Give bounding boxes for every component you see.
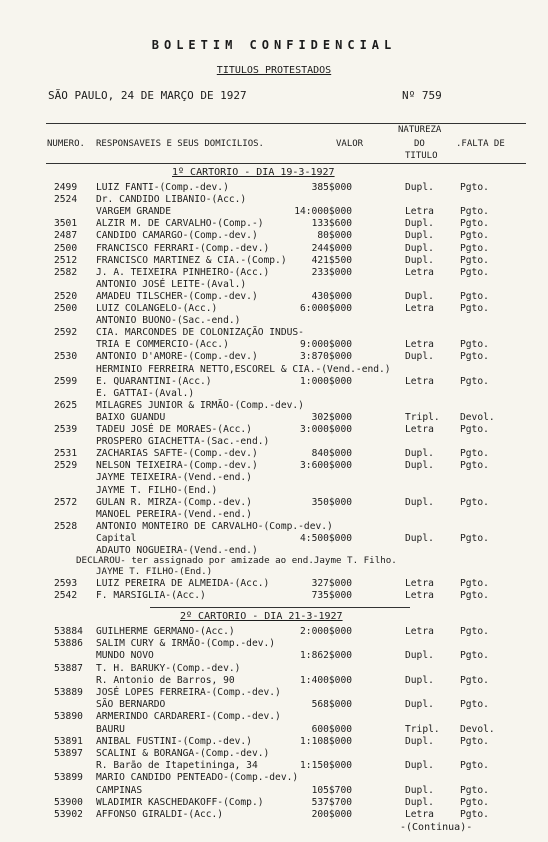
row-responsavel: AMADEU TILSCHER-(Comp.-dev.) bbox=[96, 290, 258, 302]
row-falta: Pgto. bbox=[460, 206, 489, 218]
table-row bbox=[0, 218, 548, 229]
row-number: 2530 bbox=[54, 351, 78, 363]
table-row bbox=[0, 424, 548, 435]
row-valor: 133$600 bbox=[311, 218, 352, 230]
row-number: 2593 bbox=[54, 578, 78, 589]
table-row bbox=[0, 400, 548, 411]
row-falta: Pgto. bbox=[460, 182, 489, 193]
table-row bbox=[0, 243, 548, 254]
table-row bbox=[0, 509, 548, 520]
table-row bbox=[0, 748, 548, 759]
table-row bbox=[0, 436, 548, 447]
row-falta: Pgto. bbox=[460, 266, 489, 278]
header-rule-top bbox=[46, 123, 526, 124]
row-number: 53890 bbox=[54, 711, 83, 723]
table-row bbox=[0, 711, 548, 722]
table-row bbox=[0, 460, 548, 471]
bulletin-title: BOLETIM CONFIDENCIAL bbox=[151, 38, 397, 52]
row-number: 53887 bbox=[54, 662, 83, 674]
table-row bbox=[0, 497, 548, 508]
row-valor: 840$000 bbox=[311, 448, 352, 460]
table-row bbox=[0, 809, 548, 820]
row-responsavel: ANTONIO D'AMORE-(Comp.-dev.) bbox=[96, 351, 258, 363]
row-natureza: Letra bbox=[405, 424, 434, 435]
row-valor: 6:000$000 bbox=[300, 303, 352, 314]
row-responsavel: ALZIR M. DE CARVALHO-(Comp.-) bbox=[96, 218, 264, 230]
row-falta: Pgto. bbox=[460, 626, 489, 637]
row-falta: Devol. bbox=[460, 723, 495, 735]
row-responsavel: R. Barão de Itapetininga, 34 bbox=[96, 760, 258, 772]
row-natureza: Letra bbox=[405, 266, 434, 278]
row-number: 2625 bbox=[54, 399, 78, 411]
row-responsavel: E. GATTAI-(Aval.) bbox=[96, 387, 195, 399]
row-responsavel: LUIZ COLANGELO-(Acc.) bbox=[96, 303, 218, 314]
table-row bbox=[0, 736, 548, 747]
row-number: 2531 bbox=[54, 448, 78, 460]
row-valor: 421$500 bbox=[311, 254, 352, 266]
row-responsavel: BAIXO GUANDU bbox=[96, 411, 166, 423]
row-responsavel: GUILHERME GERMANO-(Acc.) bbox=[96, 626, 235, 637]
table-row bbox=[0, 364, 548, 375]
row-number: 53902 bbox=[54, 809, 83, 820]
row-valor: 3:600$000 bbox=[300, 460, 352, 472]
row-falta: Pgto. bbox=[460, 290, 489, 302]
row-responsavel: CIA. MARCONDES DE COLONIZAÇÃO INDUS- bbox=[96, 327, 304, 339]
row-number: 2542 bbox=[54, 590, 78, 601]
table-row bbox=[0, 797, 548, 808]
bulletin-subtitle: TITULOS PROTESTADOS bbox=[216, 65, 332, 76]
row-valor: 9:000$000 bbox=[300, 339, 352, 351]
row-responsavel: MARIO CANDIDO PENTEADO-(Comp.-dev.) bbox=[96, 772, 299, 784]
row-falta: Pgto. bbox=[460, 760, 489, 772]
table-row bbox=[0, 485, 548, 496]
row-valor: 385$000 bbox=[311, 182, 352, 193]
row-natureza: Letra bbox=[405, 339, 434, 351]
row-natureza: Letra bbox=[405, 809, 434, 820]
table-row bbox=[0, 472, 548, 483]
row-natureza: Dupl. bbox=[405, 460, 434, 472]
row-natureza: Tripl. bbox=[405, 411, 440, 423]
row-natureza: Dupl. bbox=[405, 218, 434, 230]
section-divider bbox=[150, 607, 410, 608]
row-falta: Pgto. bbox=[460, 532, 489, 544]
row-valor: 1:000$000 bbox=[300, 375, 352, 387]
row-responsavel: FRANCISCO MARTINEZ & CIA.-(Comp.) bbox=[96, 254, 287, 266]
table-row bbox=[0, 182, 548, 193]
row-falta: Pgto. bbox=[460, 375, 489, 387]
row-falta: Pgto. bbox=[460, 218, 489, 230]
row-falta: Pgto. bbox=[460, 650, 489, 662]
table-row bbox=[0, 650, 548, 661]
row-falta: Pgto. bbox=[460, 242, 489, 254]
row-natureza: Letra bbox=[405, 590, 434, 601]
table-row bbox=[0, 533, 548, 544]
section-title-1: 1º CARTORIO - DIA 19-3-1927 bbox=[172, 167, 335, 178]
row-valor: 105$700 bbox=[311, 784, 352, 796]
row-responsavel: VARGEM GRANDE bbox=[96, 206, 172, 218]
table-row bbox=[0, 194, 548, 205]
row-natureza: Dupl. bbox=[405, 735, 434, 747]
row-valor: 3:870$000 bbox=[300, 351, 352, 363]
row-natureza: Letra bbox=[405, 303, 434, 314]
table-row bbox=[0, 351, 548, 362]
row-responsavel: JOSÉ LOPES FERREIRA-(Comp.-dev.) bbox=[96, 687, 281, 698]
row-falta: Pgto. bbox=[460, 460, 489, 472]
row-natureza: Letra bbox=[405, 626, 434, 637]
table-row bbox=[0, 206, 548, 217]
row-natureza: Letra bbox=[405, 206, 434, 218]
declaration-endorser: JAYME T. FILHO-(End.) bbox=[96, 566, 213, 577]
table-row bbox=[0, 785, 548, 796]
row-number: 53900 bbox=[54, 796, 83, 808]
col-natureza-1: NATUREZA bbox=[398, 125, 442, 135]
row-number: 2572 bbox=[54, 496, 78, 508]
row-responsavel: MILAGRES JUNIOR & IRMÃO-(Comp.-dev.) bbox=[96, 399, 304, 411]
row-responsavel: MANOEL PEREIRA-(Vend.-end.) bbox=[96, 508, 252, 520]
row-natureza: Dupl. bbox=[405, 650, 434, 662]
row-number: 53889 bbox=[54, 687, 83, 698]
row-responsavel: R. Antonio de Barros, 90 bbox=[96, 674, 235, 686]
row-valor: 302$000 bbox=[311, 411, 352, 423]
row-natureza: Dupl. bbox=[405, 254, 434, 266]
row-responsavel: SALIM CURY & IRMÃO-(Comp.-dev.) bbox=[96, 638, 276, 650]
row-falta: Pgto. bbox=[460, 351, 489, 363]
row-number: 2512 bbox=[54, 254, 78, 266]
row-falta: Pgto. bbox=[460, 735, 489, 747]
row-natureza: Dupl. bbox=[405, 699, 434, 711]
row-valor: 327$000 bbox=[311, 578, 352, 589]
row-natureza: Letra bbox=[405, 375, 434, 387]
row-responsavel: CAMPINAS bbox=[96, 784, 143, 796]
row-responsavel: E. QUARANTINI-(Acc.) bbox=[96, 375, 212, 387]
table-row bbox=[0, 578, 548, 589]
row-number: 2499 bbox=[54, 182, 78, 193]
row-responsavel: ANTONIO JOSÉ LEITE-(Aval.) bbox=[96, 278, 247, 290]
row-valor: 200$000 bbox=[311, 809, 352, 820]
row-falta: Pgto. bbox=[460, 339, 489, 351]
row-valor: 244$000 bbox=[311, 242, 352, 254]
row-number: 2539 bbox=[54, 424, 78, 435]
continua-label: -(Continua)- bbox=[400, 822, 473, 833]
row-responsavel: ANTONIO MONTEIRO DE CARVALHO-(Comp.-dev.) bbox=[96, 520, 333, 532]
row-responsavel: BAURU bbox=[96, 723, 125, 735]
col-responsaveis: RESPONSAVEIS E SEUS DOMICILIOS. bbox=[96, 139, 264, 149]
row-natureza: Dupl. bbox=[405, 448, 434, 460]
table-row bbox=[0, 724, 548, 735]
row-responsavel: ANIBAL FUSTINI-(Comp.-dev.) bbox=[96, 735, 252, 747]
row-falta: Pgto. bbox=[460, 699, 489, 711]
row-number: 2599 bbox=[54, 375, 78, 387]
table-row bbox=[0, 663, 548, 674]
col-numero: NUMERO. bbox=[47, 139, 85, 149]
row-responsavel: ZACHARIAS SAFTE-(Comp.-dev.) bbox=[96, 448, 258, 460]
row-responsavel: GULAN R. MIRZA-(Comp.-dev.) bbox=[96, 496, 252, 508]
header-rule-bottom bbox=[46, 163, 526, 164]
row-falta: Pgto. bbox=[460, 809, 489, 820]
row-natureza: Dupl. bbox=[405, 182, 434, 193]
row-natureza: Dupl. bbox=[405, 351, 434, 363]
row-responsavel: F. MARSIGLIA-(Acc.) bbox=[96, 590, 206, 601]
row-valor: 350$000 bbox=[311, 496, 352, 508]
row-responsavel: CANDIDO CAMARGO-(Comp.-dev.) bbox=[96, 230, 258, 242]
row-valor: 600$000 bbox=[311, 723, 352, 735]
bulletin-number: Nº 759 bbox=[402, 89, 442, 102]
row-number: 53897 bbox=[54, 748, 83, 759]
row-valor: 1:150$000 bbox=[300, 760, 352, 772]
row-falta: Pgto. bbox=[460, 424, 489, 435]
table-row bbox=[0, 675, 548, 686]
row-falta: Pgto. bbox=[460, 796, 489, 808]
row-natureza: Dupl. bbox=[405, 230, 434, 242]
col-natureza-3: TITULO bbox=[405, 151, 438, 161]
table-row bbox=[0, 687, 548, 698]
row-valor: 2:000$000 bbox=[300, 626, 352, 637]
row-responsavel: NELSON TEIXEIRA-(Comp.-dev.) bbox=[96, 460, 258, 472]
row-natureza: Dupl. bbox=[405, 796, 434, 808]
row-natureza: Dupl. bbox=[405, 784, 434, 796]
row-number: 53884 bbox=[54, 626, 83, 637]
table-row bbox=[0, 760, 548, 771]
row-natureza: Dupl. bbox=[405, 532, 434, 544]
row-natureza: Dupl. bbox=[405, 242, 434, 254]
row-responsavel: ANTONIO BUONO-(Sac.-end.) bbox=[96, 315, 241, 327]
table-row bbox=[0, 267, 548, 278]
row-number: 2524 bbox=[54, 194, 78, 206]
row-number: 2500 bbox=[54, 242, 78, 254]
col-falta: .FALTA DE bbox=[456, 139, 505, 149]
date-line: SÃO PAULO, 24 DE MARÇO DE 1927 bbox=[48, 89, 247, 102]
row-responsavel: WLADIMIR KASCHEDAKOFF-(Comp.) bbox=[96, 796, 264, 808]
row-responsavel: LUIZ FANTI-(Comp.-dev.) bbox=[96, 182, 229, 193]
col-valor: VALOR bbox=[336, 139, 364, 149]
row-valor: 568$000 bbox=[311, 699, 352, 711]
row-responsavel: Dr. CANDIDO LIBANIO-(Acc.) bbox=[96, 194, 247, 206]
row-responsavel: Capital bbox=[96, 532, 137, 544]
row-number: 2582 bbox=[54, 266, 78, 278]
table-row bbox=[0, 412, 548, 423]
table-row bbox=[0, 699, 548, 710]
row-responsavel: JAYME TEIXEIRA-(Vend.-end.) bbox=[96, 472, 252, 484]
table-row bbox=[0, 303, 548, 314]
table-row bbox=[0, 315, 548, 326]
row-falta: Devol. bbox=[460, 411, 495, 423]
table-row bbox=[0, 521, 548, 532]
declaration-note: DECLAROU- ter assignado por amizade ao end.Jayme T. Filho. bbox=[76, 555, 397, 566]
row-falta: Pgto. bbox=[460, 448, 489, 460]
row-natureza: Dupl. bbox=[405, 496, 434, 508]
table-row bbox=[0, 327, 548, 338]
row-responsavel: TRIA E COMMERCIO-(Acc.) bbox=[96, 339, 229, 351]
row-falta: Pgto. bbox=[460, 303, 489, 314]
row-number: 2487 bbox=[54, 230, 78, 242]
row-number: 2592 bbox=[54, 327, 78, 339]
row-falta: Pgto. bbox=[460, 496, 489, 508]
row-responsavel: J. A. TEIXEIRA PINHEIRO-(Acc.) bbox=[96, 266, 270, 278]
row-valor: 430$000 bbox=[311, 290, 352, 302]
row-natureza: Letra bbox=[405, 578, 434, 589]
row-responsavel: TADEU JOSÉ DE MORAES-(Acc.) bbox=[96, 424, 252, 435]
row-falta: Pgto. bbox=[460, 784, 489, 796]
row-number: 2520 bbox=[54, 290, 78, 302]
row-natureza: Dupl. bbox=[405, 760, 434, 772]
row-valor: 3:000$000 bbox=[300, 424, 352, 435]
table-row bbox=[0, 388, 548, 399]
row-responsavel: PROSPERO GIACHETTA-(Sac.-end.) bbox=[96, 436, 270, 448]
row-responsavel: JAYME T. FILHO-(End.) bbox=[96, 484, 218, 496]
row-responsavel: HERMINIO FERREIRA NETTO,ESCOREL & CIA.-(Vend.-end.) bbox=[96, 363, 391, 375]
row-number: 53899 bbox=[54, 772, 83, 784]
table-row bbox=[0, 339, 548, 350]
table-row bbox=[0, 448, 548, 459]
row-number: 2528 bbox=[54, 520, 78, 532]
row-falta: Pgto. bbox=[460, 590, 489, 601]
row-responsavel: LUIZ PEREIRA DE ALMEIDA-(Acc.) bbox=[96, 578, 270, 589]
row-responsavel: SÃO BERNARDO bbox=[96, 699, 166, 711]
row-responsavel: MUNDO NOVO bbox=[96, 650, 154, 662]
row-valor: 80$000 bbox=[317, 230, 352, 242]
table-row bbox=[0, 376, 548, 387]
table-row bbox=[0, 772, 548, 783]
row-number: 2500 bbox=[54, 303, 78, 314]
row-valor: 735$000 bbox=[311, 590, 352, 601]
row-responsavel: AFFONSO GIRALDI-(Acc.) bbox=[96, 809, 224, 820]
table-row bbox=[0, 279, 548, 290]
row-valor: 4:500$000 bbox=[300, 532, 352, 544]
row-number: 2529 bbox=[54, 460, 78, 472]
row-responsavel: ADAUTO NOGUEIRA-(Vend.-end.) bbox=[96, 545, 258, 556]
row-responsavel: SCALINI & BORANGA-(Comp.-dev.) bbox=[96, 748, 270, 759]
col-natureza-2: DO bbox=[414, 139, 425, 149]
row-responsavel: ARMERINDO CARDARERI-(Comp.-dev.) bbox=[96, 711, 281, 723]
table-row bbox=[0, 590, 548, 601]
row-falta: Pgto. bbox=[460, 230, 489, 242]
row-valor: 1:108$000 bbox=[300, 735, 352, 747]
row-responsavel: T. H. BARUKY-(Comp.-dev.) bbox=[96, 662, 241, 674]
table-row bbox=[0, 291, 548, 302]
row-natureza: Tripl. bbox=[405, 723, 440, 735]
row-number: 53891 bbox=[54, 735, 83, 747]
row-falta: Pgto. bbox=[460, 578, 489, 589]
table-row bbox=[0, 638, 548, 649]
row-falta: Pgto. bbox=[460, 674, 489, 686]
row-responsavel: FRANCISCO FERRARI-(Comp.-dev.) bbox=[96, 242, 270, 254]
table-row bbox=[0, 255, 548, 266]
row-valor: 14:000$000 bbox=[294, 206, 352, 218]
row-number: 53886 bbox=[54, 638, 83, 650]
row-number: 3501 bbox=[54, 218, 78, 230]
table-row bbox=[0, 626, 548, 637]
section-title-2: 2º CARTORIO - DIA 21-3-1927 bbox=[180, 611, 343, 622]
row-valor: 233$000 bbox=[311, 266, 352, 278]
row-falta: Pgto. bbox=[460, 254, 489, 266]
row-natureza: Dupl. bbox=[405, 290, 434, 302]
row-valor: 537$700 bbox=[311, 796, 352, 808]
row-valor: 1:862$000 bbox=[300, 650, 352, 662]
table-row bbox=[0, 230, 548, 241]
row-natureza: Dupl. bbox=[405, 674, 434, 686]
row-valor: 1:400$000 bbox=[300, 674, 352, 686]
